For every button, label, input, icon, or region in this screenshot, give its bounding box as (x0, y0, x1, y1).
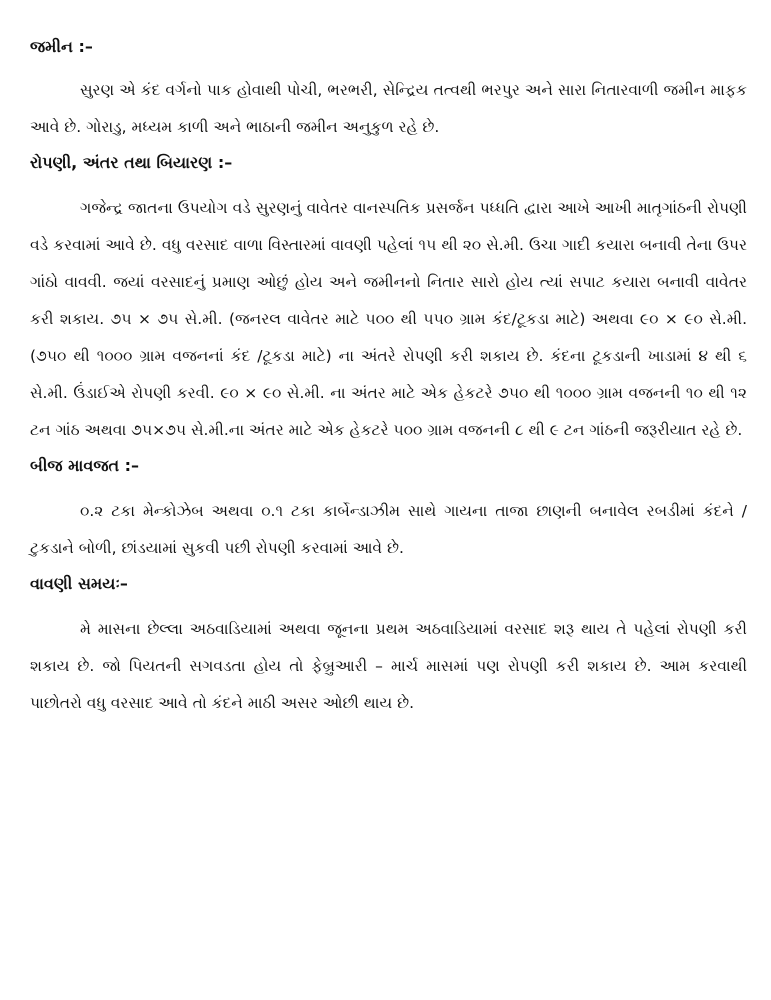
heading-sowing-time: વાવણી સમયઃ– (30, 574, 128, 593)
heading-planting-spacing-seed: રોપણી, અંતર તથા બિયારણ :– (30, 153, 233, 172)
paragraph-planting-spacing-seed: ગજેન્દ્ર જાતના ઉપયોગ વડે સુરણનું વાવેતર વાનસ્પતિક પ્રસર્જન પધ્ધતિ દ્વારા આખે આખી માતૃગાંઠની રોપણી વડે કરવામાં આવે છે. વધુ વરસાદ વાળા વિસ્તારમાં વાવણી પહેલાં ૧૫ થી ૨૦ સે.મી. ઉચા ગાદી કયારા બનાવી તેના ઉપર ગાંઠો વાવવી. જયાં વરસાદનું પ્રમાણ ઓછું હોય અને જમીનનો નિતાર સારો હોય ત્યાં સપાટ કયારા બનાવી વાવેતર કરી શકાય. ૭૫ × ૭૫ સે.મી. (જનરલ વાવેતર માટે ૫૦૦ થી ૫૫૦ ગ્રામ કંદ/ટૂકડા માટે) અથવા ૯૦ × ૯૦ સે.મી. (૭૫૦ થી ૧૦૦૦ ગ્રામ વજનનાં કંદ /ટૂકડા માટે) ના અંતરે રોપણી કરી શકાય છે. કંદના ટૂકડાની ખાડામાં ૪ થી ૬ સે.મી. ઉંડાઈએ રોપણી કરવી. ૯૦ × ૯૦ સે.મી. ના અંતર માટે એક હેકટરે ૭૫૦ થી ૧૦૦૦ ગ્રામ વજનની ૧૦ થી ૧૨ ટન ગાંઠ અથવા ૭૫×૭૫ સે.મી.ના અંતર માટે એક હેકટરે ૫૦૦ ગ્રામ વજનની ૮ થી ૯ ટન ગાંઠની જરૂરીયાત રહે છે. (30, 199, 747, 439)
paragraph-sowing-time: મે માસના છેલ્લા અઠવાડિયામાં અથવા જૂનના પ્રથમ અઠવાડિયામાં વરસાદ શરૂ થાય તે પહેલાં રોપણી કરી શકાય છે. જો પિયતની સગવડતા હોય તો ફેબ્રુઆરી – માર્ચ માસમાં પણ રોપણી કરી શકાય છે. આમ કરવાથી પાછોતરો વધુ વરસાદ આવે તો કંદને માઠી અસર ઓછી થાય છે. (30, 620, 747, 712)
paragraph-seed-treatment: ૦.૨ ટકા મેન્કોઝેબ અથવા ૦.૧ ટકા કાર્બેન્ડાઝીમ સાથે ગાયના તાજા છાણની બનાવેલ રબડીમાં કંદને / ટુકડાને બોળી, છાંડયામાં સુકવી પછી રોપણી કરવામાં આવે છે. (30, 502, 747, 557)
heading-seed-treatment: બીજ માવજત :– (30, 456, 140, 475)
paragraph-soil: સુરણ એ કંદ વર્ગનો પાક હોવાથી પોચી, ભરભરી, સેન્દ્રિય તત્વથી ભરપુર અને સારા નિતારવાળી જમીન માફક આવે છે. ગોરાડુ, મધ્યમ કાળી અને ભાઠાની જમીન અનુકુળ રહે છે. (30, 81, 747, 136)
heading-soil: જમીન :– (30, 37, 93, 56)
